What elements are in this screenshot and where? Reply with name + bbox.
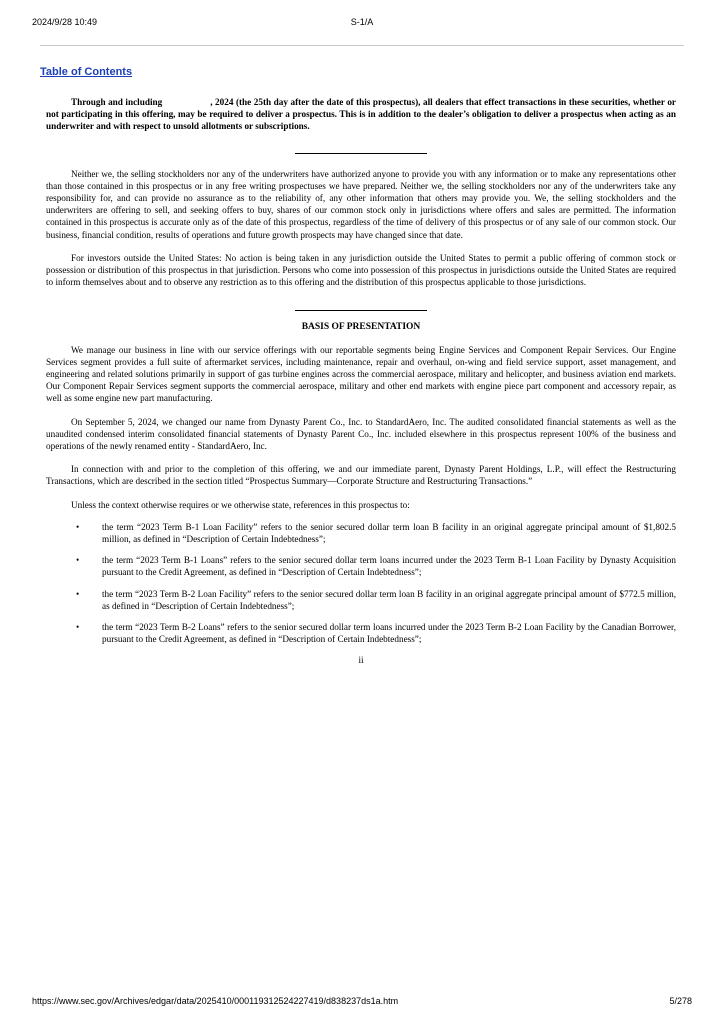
bullet-icon: •: [76, 555, 80, 566]
definition-item: [46, 588, 676, 612]
print-footer: [32, 996, 692, 1010]
document-body: [46, 96, 676, 666]
name-change-paragraph: On September 5, 2024, we changed our name from Dynasty Parent Co., Inc. to StandardAero, Inc. The audited consolidated financial statements as well as the unaudited condensed interim consolidated financial statements of Dynasty Parent Co., Inc. included elsewhere in this prospectus represent 100% of the business and operations of the newly renamed entity - StandardAero, Inc.: [46, 416, 676, 452]
definition-text: the term “2023 Term B-2 Loan Facility” refers to the senior secured dollar term loan B facility in an original aggregate principal amount of $772.5 million, as defined in “Description of Certain Indebtedness”;: [102, 588, 676, 611]
bullet-icon: •: [76, 588, 80, 599]
definitions-list: [46, 521, 676, 646]
dealer-notice: [46, 96, 676, 133]
print-title: S-1/A: [350, 17, 374, 27]
document-url: https://www.sec.gov/Archives/edgar/data/2025410/000119312524227419/d838237ds1a.htm: [32, 996, 399, 1006]
definitions-intro: Unless the context otherwise requires or we otherwise state, references in this prospectus to:: [71, 499, 410, 510]
bullet-icon: •: [76, 622, 80, 633]
foreign-investors-paragraph: For investors outside the United States: No action is being taken in any jurisdiction outside the United States to permit a public offering of common stock or possession or distribution of this prospectus in that jurisdiction. Persons who come into possession of this prospectus in jurisdictions outside the United States are required to inform themselves about and to observe any restriction as to this offering and the distribution of this prospectus applicable to those jurisdictions.: [46, 252, 676, 288]
page-number: ii: [358, 654, 364, 665]
dealer-notice-lead: Through and including: [71, 97, 163, 107]
print-datetime: 2024/9/28 10:49: [32, 17, 98, 27]
header-divider: [40, 45, 684, 46]
definition-item: [46, 554, 676, 578]
table-of-contents-link[interactable]: Table of Contents: [40, 66, 133, 78]
definition-text: the term “2023 Term B-1 Loan Facility” refers to the senior secured dollar term loan B facility in an original aggregate principal amount of $1,802.5 million, as defined in “Description of Certain Indebtedness”;: [102, 521, 676, 545]
section-title: BASIS OF PRESENTATION: [301, 322, 421, 333]
bullet-icon: •: [76, 521, 80, 532]
authorization-paragraph: Neither we, the selling stockholders nor any of the underwriters have authorized anyone to provide you with any information or to make any representations other than those contained in this prospectus or in any free writing prospectuses we have prepared. Neither we, the selling stockholders nor any of the underwriters take any responsibility for, and can provide no assurance as to the reliability of, any other information that others may provide you. We, the selling stockholders and the underwriters are offering to sell, and seeking offers to buy, shares of our common stock only in jurisdictions where offers and sales are permitted. The information contained in this prospectus is accurate only as of the date of this prospectus, regardless of the time of delivery of this prospectus or of any sale of our common stock. Our business, financial condition, results of operations and future growth prospects may have changed since that date.: [46, 168, 676, 240]
segments-paragraph: We manage our business in line with our service offerings with our reportable segments being Engine Services and Component Repair Services. Our Engine Services segment provides a full suite of aftermarket services, including maintenance, repair and overhaul, on-wing and field service support, asset management, and engineering and related solutions primarily in support of gas turbine engines across the commercial aerospace, military and helicopter, and business aviation end markets. Our Component Repair Services segment supports the commercial aerospace, military and other end markets with engine piece part component and accessory repair, as well as some engine new part manufacturing.: [46, 344, 676, 404]
definition-item: [46, 621, 676, 645]
definition-text: the term “2023 Term B-2 Loans” refers to the senior secured dollar term loans incurred under the 2023 Term B-2 Loan Facility by the Canadian Borrower, pursuant to the Credit Agreement, as defined in “Description of Certain Indebtedness”;: [102, 622, 676, 645]
print-header: [32, 17, 692, 31]
restructuring-paragraph: In connection with and prior to the completion of this offering, we and our immediate parent, Dynasty Parent Holdings, L.P., will effect the Restructuring Transactions, which are described in the section titled “Prospectus Summary—Corporate Structure and Restructuring Transactions.”: [46, 464, 676, 487]
dealer-notice-rest: , 2024 (the 25th day after the date of this prospectus), all dealers that effect transactions in these securities, whether or not participating in this offering, may be required to deliver a prospectus. This is in addition to the dealer’s obligation to deliver a prospectus when acting as an underwriter and with respect to unsold allotments or subscriptions.: [46, 97, 676, 132]
definition-item: [46, 521, 676, 545]
page-count: 5/278: [669, 996, 692, 1006]
definition-text: the term “2023 Term B-1 Loans” refers to the senior secured dollar term loans incurred under the 2023 Term B-1 Loan Facility by Dynasty Acquisition pursuant to the Credit Agreement, as defined in “Description of Certain Indebtedness”;: [102, 555, 676, 578]
